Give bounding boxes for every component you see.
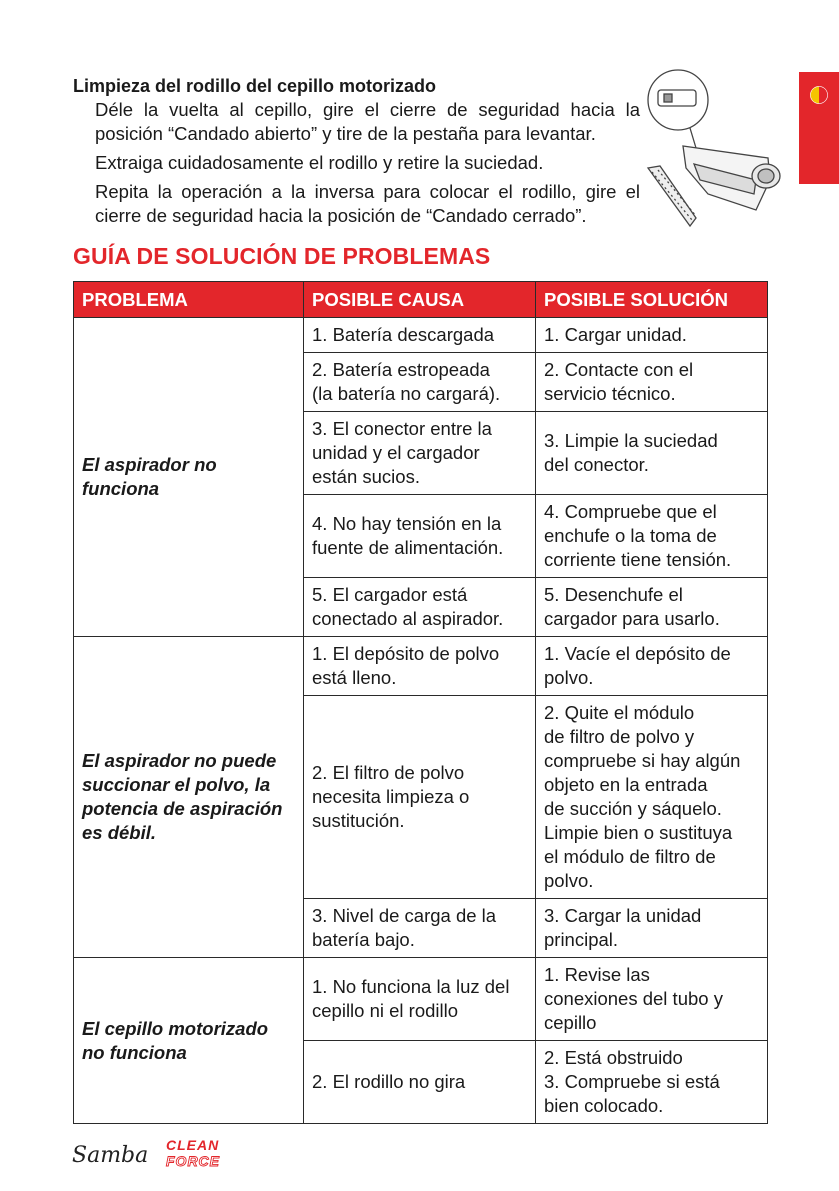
header-problem: PROBLEMA [74,282,304,318]
cleaning-steps [95,98,640,233]
table-header-row [74,282,768,318]
problem-cell: El aspirador no funciona [74,318,304,637]
cause-cell: 1. No funciona la luz del cepillo ni el rodillo [304,958,536,1041]
solution-cell: 2. Quite el módulo de filtro de polvo y compruebe si hay algún objeto en la entrada de succión y sáquelo. Limpie bien o sustituya el módulo de filtro de polvo. [536,696,768,899]
logo-force-text: FORCE [166,1153,220,1169]
zoom-circle [648,70,708,130]
cause-cell: 2. El filtro de polvo necesita limpieza o sustitución. [304,696,536,899]
solution-cell: 5. Desenchufe el cargador para usarlo. [536,578,768,637]
table-row [74,637,768,696]
cause-cell: 2. El rodillo no gira [304,1041,536,1124]
solution-cell: 1. Vacíe el depósito de polvo. [536,637,768,696]
cause-cell: 3. El conector entre la unidad y el cargador están sucios. [304,412,536,495]
logo-clean-text: CLEAN [166,1137,220,1153]
language-tab [799,72,839,184]
problem-cell: El cepillo motorizado no funciona [74,958,304,1124]
solution-cell: 1. Cargar unidad. [536,318,768,353]
solution-cell: 3. Cargar la unidad principal. [536,899,768,958]
cause-cell: 3. Nivel de carga de la batería bajo. [304,899,536,958]
spain-flag-icon [810,86,828,104]
cause-cell: 1. Batería descargada [304,318,536,353]
cause-cell: 4. No hay tensión en la fuente de alimentación. [304,495,536,578]
cleaning-step: Déle la vuelta al cepillo, gire el cierre de seguridad hacia la posición “Candado abierto” y tire de la pestaña para levantar. [95,99,640,144]
cleaning-title: Limpieza del rodillo del cepillo motorizado [73,76,437,96]
solution-cell: 4. Compruebe que el enchufe o la toma de corriente tiene tensión. [536,495,768,578]
logo-script-text: Samba [72,1143,149,1168]
cause-cell: 1. El depósito de polvo está lleno. [304,637,536,696]
solution-cell: 2. Contacte con el servicio técnico. [536,353,768,412]
brush-roller-illustration [638,68,786,236]
cause-cell: 2. Batería estropeada (la batería no cargará). [304,353,536,412]
cause-cell: 5. El cargador está conectado al aspirador. [304,578,536,637]
cleaning-step: Extraiga cuidadosamente el rodillo y retire la suciedad. [95,152,544,173]
cleaning-step: Repita la operación a la inversa para colocar el rodillo, gire el cierre de seguridad hacia la posición de “Candado cerrado”. [95,181,640,226]
samba-clean-force-logo [70,1136,250,1170]
table-row [74,958,768,1041]
header-cause: POSIBLE CAUSA [304,282,536,318]
solution-cell: 3. Limpie la suciedad del conector. [536,412,768,495]
troubleshooting-title: GUÍA DE SOLUCIÓN DE PROBLEMAS [73,243,491,269]
table-row [74,318,768,353]
solution-cell: 1. Revise las conexiones del tubo y cepillo [536,958,768,1041]
problem-cell: El aspirador no puede succionar el polvo, la potencia de aspiración es débil. [74,637,304,958]
troubleshooting-table [73,281,768,1124]
solution-cell: 2. Está obstruido 3. Compruebe si está bien colocado. [536,1041,768,1124]
header-solution: POSIBLE SOLUCIÓN [536,282,768,318]
